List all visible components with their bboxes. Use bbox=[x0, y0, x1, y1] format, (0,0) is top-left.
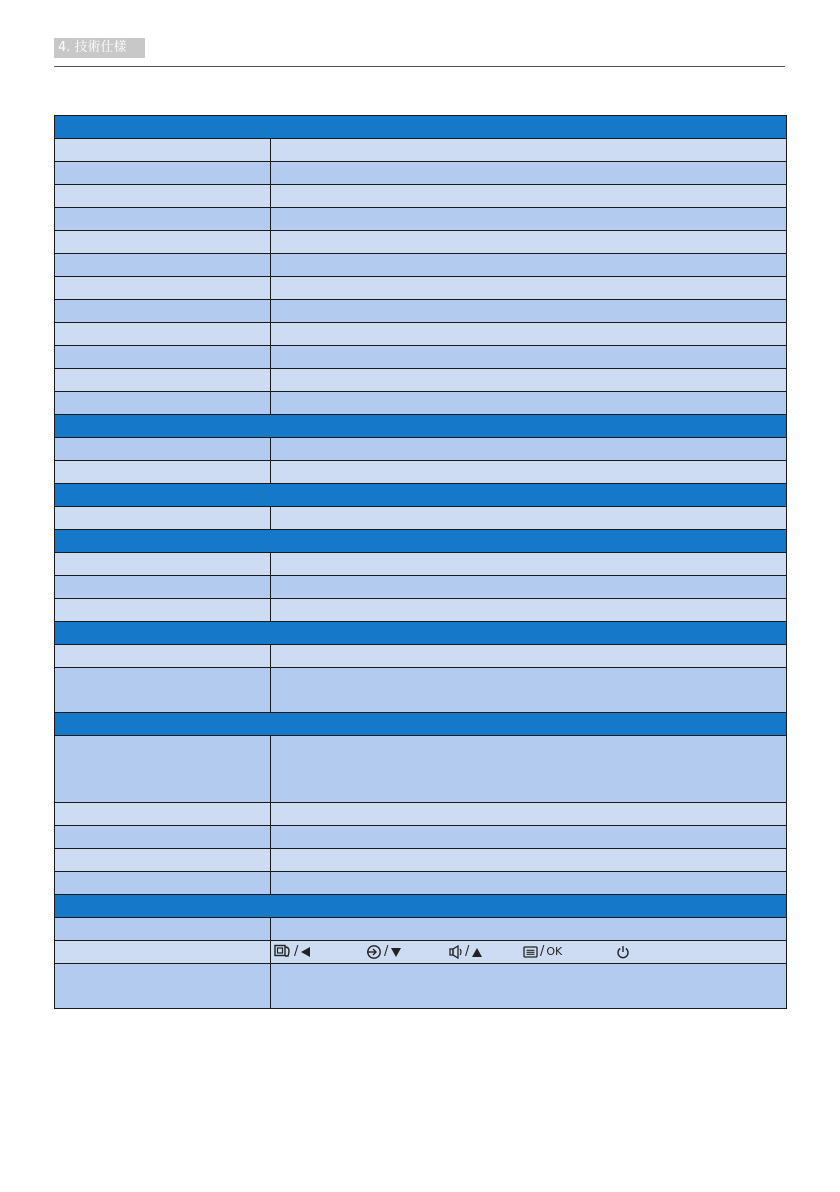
menu-icon bbox=[523, 944, 538, 960]
table-row bbox=[55, 507, 787, 530]
smart-image-icon bbox=[274, 944, 292, 960]
ok-label: OK bbox=[546, 945, 563, 958]
up-triangle-icon bbox=[471, 947, 483, 958]
section-header-row bbox=[55, 484, 787, 507]
table-row bbox=[55, 231, 787, 254]
control-input-down bbox=[366, 944, 402, 960]
table-row bbox=[55, 849, 787, 872]
table-row bbox=[55, 185, 787, 208]
table-row bbox=[55, 872, 787, 895]
down-triangle-icon bbox=[390, 947, 402, 958]
section-header-row bbox=[55, 415, 787, 438]
slash-separator: / bbox=[540, 944, 545, 959]
section-tab: 4. 技術仕樣 bbox=[54, 38, 145, 58]
section-header-row bbox=[55, 530, 787, 553]
table-row bbox=[55, 254, 787, 277]
table-row bbox=[55, 964, 787, 1009]
control-menu-ok bbox=[523, 944, 562, 960]
power-icon bbox=[616, 944, 630, 960]
table-row bbox=[55, 346, 787, 369]
table-row bbox=[55, 323, 787, 346]
section-header-row bbox=[55, 116, 787, 139]
control-power bbox=[616, 944, 630, 960]
table-row bbox=[55, 461, 787, 484]
slash-separator: / bbox=[294, 944, 299, 959]
table-row bbox=[55, 645, 787, 668]
speaker-icon bbox=[449, 944, 463, 960]
section-header-row bbox=[55, 895, 787, 918]
table-row bbox=[55, 553, 787, 576]
section-header-row bbox=[55, 713, 787, 736]
slash-separator: / bbox=[384, 944, 389, 959]
section-header-row bbox=[55, 622, 787, 645]
table-row bbox=[55, 162, 787, 185]
control-volume-up bbox=[449, 944, 483, 960]
table-row bbox=[55, 369, 787, 392]
table-row bbox=[55, 208, 787, 231]
table-row bbox=[55, 277, 787, 300]
table-row bbox=[55, 668, 787, 713]
table-row bbox=[55, 300, 787, 323]
table-row bbox=[55, 803, 787, 826]
control-smartimage-left bbox=[274, 944, 311, 960]
spec-table bbox=[54, 115, 787, 1009]
header-divider bbox=[54, 66, 785, 67]
table-row bbox=[55, 139, 787, 162]
table-row bbox=[55, 576, 787, 599]
left-triangle-icon bbox=[300, 946, 311, 958]
table-row bbox=[55, 438, 787, 461]
table-row-controls bbox=[55, 941, 787, 964]
table-row bbox=[55, 392, 787, 415]
front-controls-cell bbox=[271, 941, 787, 964]
input-source-icon bbox=[366, 944, 382, 960]
table-row bbox=[55, 826, 787, 849]
table-row bbox=[55, 599, 787, 622]
table-row bbox=[55, 918, 787, 941]
table-row bbox=[55, 736, 787, 803]
slash-separator: / bbox=[465, 944, 470, 959]
